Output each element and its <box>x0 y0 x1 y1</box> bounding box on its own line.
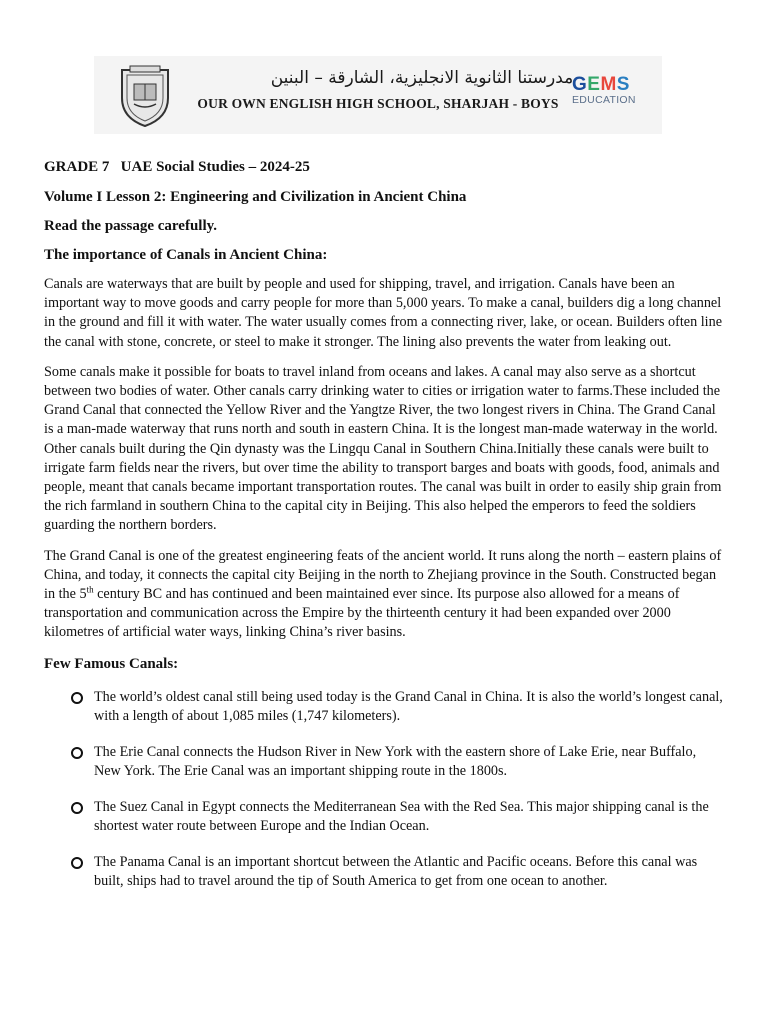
circle-bullet-icon <box>71 692 83 704</box>
grade-heading: GRADE 7 UAE Social Studies – 2024-25 <box>44 159 310 175</box>
list-item <box>44 798 724 836</box>
paragraph-3-part-a: The Grand Canal is one of the greatest engineering feats of the ancient world. It runs along the north – eastern plains of China, and today, it connects the capital city Beijing in the north to Zhejiang province in the South. Constructed began in the 5 <box>44 547 722 603</box>
list-item <box>44 853 724 891</box>
school-name: OUR OWN ENGLISH HIGH SCHOOL, SHARJAH - BOYS <box>197 96 559 111</box>
paragraph-1: Canals are waterways that are built by people and used for shipping, travel, and irrigation. Canals have been an important way to move goods and carry people for more than 5,000 years. To make a canal, builders dig a long channel in the ground and fill it with water. The water usually comes from a connecting river, lake, or ocean. Builders often line the canal with stone, concrete, or steel to make it stronger. The lining also prevents the water from leaking out. <box>44 276 722 350</box>
list-item <box>44 743 724 781</box>
school-header <box>94 56 662 134</box>
paragraph-3-part-b: century BC and has continued and been maintained ever since. Its purpose also allowed for a means of transportation and communication across the Empire by the thirteenth century it had been expanded over 2000 kilometres of artificial water ways, linking China’s river basins. <box>44 586 680 641</box>
famous-canals-list <box>44 688 724 891</box>
circle-bullet-icon <box>71 747 83 759</box>
worksheet-content <box>44 158 724 891</box>
circle-bullet-icon <box>71 802 83 814</box>
famous-canals-heading: Few Famous Canals: <box>44 655 179 672</box>
paragraph-2: Some canals make it possible for boats to travel inland from oceans and lakes. A canal may also serve as a shortcut between two bodies of water. Other canals carry drinking water to cities or irrigation water to farms.These included the Grand Canal that connected the Yellow River and the Yangtze River, the two longest rivers in China. The Grand Canal is a man-made waterway that runs north and south in eastern China. It is the longest man-made waterway in the world. Other canals built during the Qin dynasty was the Lingqu Canal in Southern China.Initially these canals were built to irrigate farm fields near the rivers, but over time the ability to transport barges and boats with goods, food, animals and people, meant that canals became important transportation routes. The canal was built in order to easily ship grain from the rich farmland in southern China to the capital city in Beijing. This also helped the emperors to feed the soldiers guarding the northern borders. <box>44 363 722 534</box>
list-item <box>44 688 724 726</box>
gems-logo-text: GEMS <box>572 74 630 95</box>
gems-education-logo <box>572 76 642 112</box>
circle-bullet-icon <box>71 857 83 869</box>
section-title: The importance of Canals in Ancient China: <box>44 247 328 263</box>
canal-text: The world’s oldest canal still being used today is the Grand Canal in China. It is also the world’s longest canal, with a length of about 1,085 miles (1,747 kilometers). <box>94 688 723 724</box>
instruction-heading: Read the passage carefully. <box>44 218 218 234</box>
gems-sub-text: EDUCATION <box>572 94 636 106</box>
ordinal-suffix: th <box>86 584 94 595</box>
school-crest-icon <box>116 64 174 128</box>
canal-text: The Panama Canal is an important shortcut between the Atlantic and Pacific oceans. Before this canal was built, ships had to travel around the tip of South America to get from one ocean to another. <box>94 853 698 889</box>
school-name-arabic: مدرستنا الثانوية الانجليزية، الشارقة – البنين <box>270 68 574 88</box>
canal-text: The Suez Canal in Egypt connects the Mediterranean Sea with the Red Sea. This major shipping canal is the shortest water route between Europe and the Indian Ocean. <box>94 798 709 834</box>
lesson-heading: Volume I Lesson 2: Engineering and Civilization in Ancient China <box>44 189 467 205</box>
paragraph-3 <box>44 547 724 643</box>
canal-text: The Erie Canal connects the Hudson River in New York with the eastern shore of Lake Erie, near Buffalo, New York. The Erie Canal was an important shipping route in the 1800s. <box>94 743 697 779</box>
